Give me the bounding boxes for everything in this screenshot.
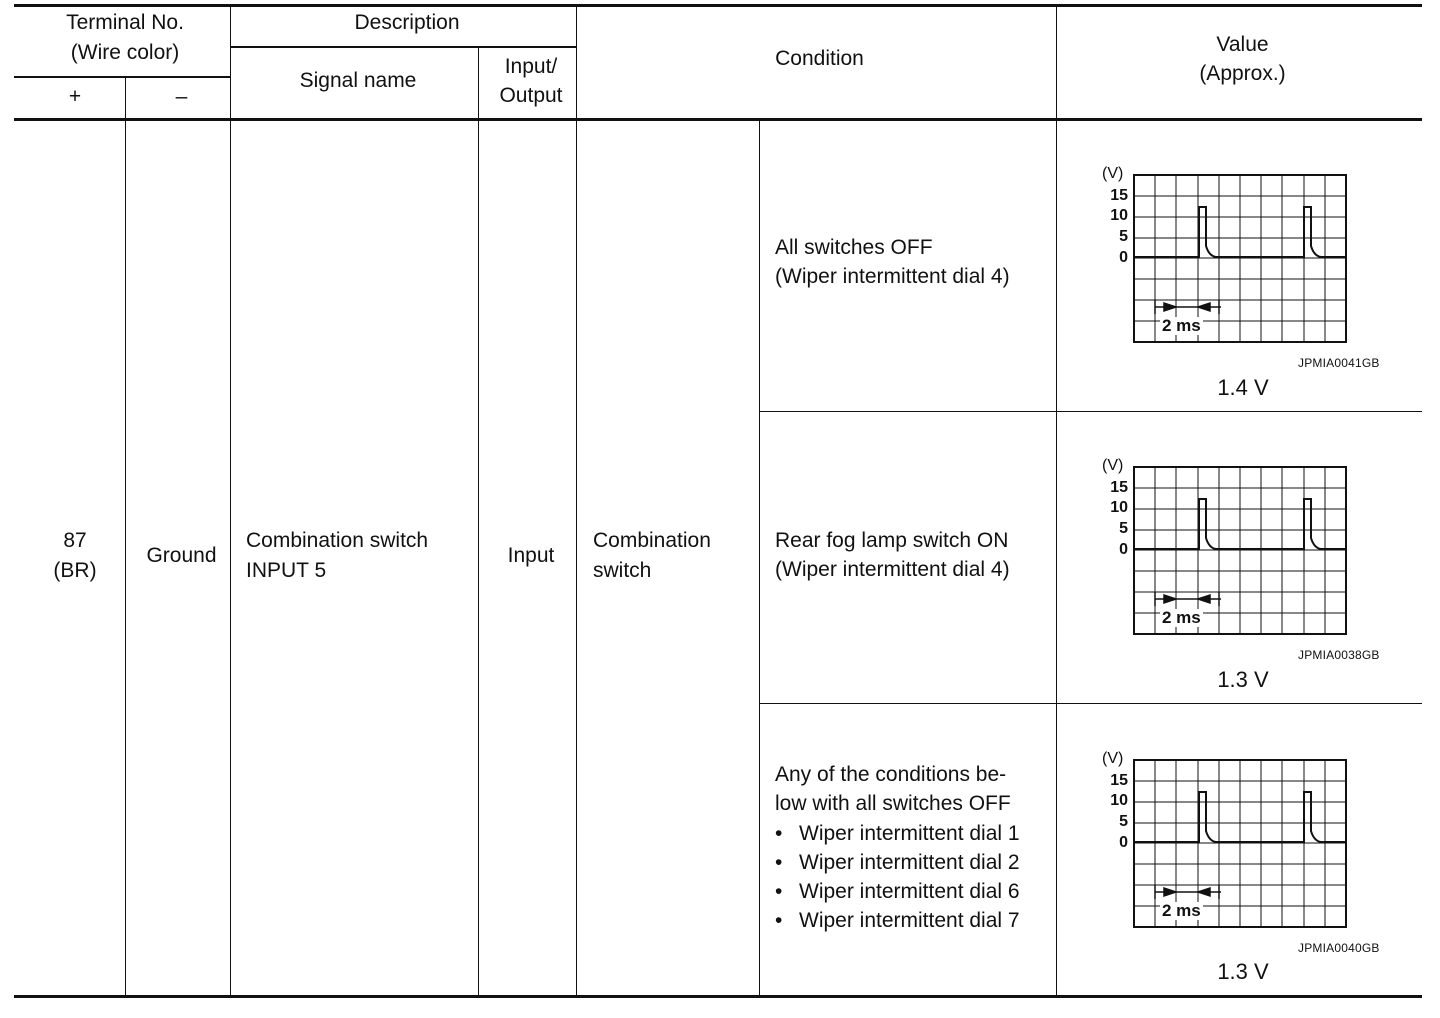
header-minus: – [175, 85, 188, 108]
scope-time-arrows [1155, 592, 1221, 606]
scope-tick-10: 10 [1110, 499, 1128, 516]
oscilloscope-1 [1098, 160, 1398, 375]
scope-tick-5: 5 [1119, 813, 1128, 830]
header-bottom-rule [14, 118, 1422, 121]
subrow-2-condition-line1: Rear fog lamp switch ON [775, 529, 1009, 552]
col-divider-condition-inner [759, 120, 760, 996]
subrow-divider-2 [759, 703, 1422, 704]
col-divider-signal-io [478, 47, 479, 996]
signal-name-line1: Combination switch [246, 529, 429, 552]
scope-tick-10: 10 [1110, 792, 1128, 809]
scope-tick-0: 0 [1119, 249, 1128, 266]
header-description: Description [354, 11, 460, 34]
col-divider-condition-value [1056, 5, 1057, 996]
subrow-divider-1 [759, 411, 1422, 412]
description-divider [231, 46, 577, 48]
subrow-3-condition-line1: Any of the conditions be- [775, 763, 1007, 786]
bullet-glyph: • [775, 822, 783, 845]
scope-tick-15: 15 [1110, 479, 1128, 496]
scope-time-arrows [1155, 300, 1221, 314]
scope-figure-code: JPMIA0038GB [1298, 648, 1380, 662]
subrow-3-bullet-2 [775, 848, 1020, 877]
signal-name-line2: INPUT 5 [246, 559, 327, 582]
header-terminal-no: Terminal No. [66, 11, 184, 34]
oscilloscope-2 [1098, 452, 1398, 667]
scope-grid [1098, 452, 1398, 667]
scope-tick-15: 15 [1110, 187, 1128, 204]
subrow-2-value: 1.3 V [1217, 667, 1269, 692]
header-wire-color: (Wire color) [70, 41, 180, 64]
bullet-glyph: • [775, 880, 783, 903]
col-divider-io-condition [576, 5, 577, 996]
scope-grid [1098, 160, 1398, 375]
scope-tick-5: 5 [1119, 228, 1128, 245]
scope-figure-code: JPMIA0040GB [1298, 941, 1380, 955]
terminal-wire-color: (BR) [53, 559, 97, 582]
scope-grid [1098, 745, 1398, 960]
scope-unit-label: (V) [1102, 750, 1124, 767]
subrow-3-value: 1.3 V [1217, 959, 1269, 984]
scope-tick-5: 5 [1119, 520, 1128, 537]
table-top-rule [14, 4, 1422, 7]
scope-time-label: 2 ms [1162, 901, 1201, 920]
terminal-number: 87 [63, 529, 87, 552]
bullet-glyph: • [775, 909, 783, 932]
scope-unit-label: (V) [1102, 457, 1124, 474]
scope-unit-label: (V) [1102, 165, 1124, 182]
header-output: Output [499, 84, 563, 107]
scope-tick-15: 15 [1110, 772, 1128, 789]
header-input: Input/ [504, 55, 558, 78]
header-plus: + [68, 85, 82, 108]
ground-label: Ground [146, 544, 217, 567]
condition-line2: switch [593, 559, 652, 582]
col-divider-minus-signal [230, 5, 231, 996]
subrow-3-bullet-1 [775, 819, 1020, 848]
subrow-2-condition-line2: (Wiper intermittent dial 4) [775, 558, 1010, 581]
condition-line1: Combination [593, 529, 711, 552]
subrow-3-bullet-4 [775, 906, 1020, 935]
header-signal-name: Signal name [299, 69, 417, 92]
scope-tick-0: 0 [1119, 541, 1128, 558]
scope-time-label: 2 ms [1162, 316, 1201, 335]
table-bottom-rule [14, 995, 1422, 998]
terminal-divider [14, 76, 231, 78]
scope-tick-10: 10 [1110, 207, 1128, 224]
scope-time-label: 2 ms [1162, 608, 1201, 627]
oscilloscope-3 [1098, 745, 1398, 960]
header-condition: Condition [775, 47, 864, 70]
subrow-1-value: 1.4 V [1217, 375, 1269, 400]
bullet-text: Wiper intermittent dial 2 [799, 851, 1020, 874]
header-value: Value [1216, 33, 1269, 56]
subrow-3-bullet-3 [775, 877, 1020, 906]
header-approx: (Approx.) [1199, 62, 1286, 85]
subrow-3-condition-line2: low with all switches OFF [775, 792, 1011, 815]
scope-time-arrows [1155, 885, 1221, 899]
subrow-1-condition-line2: (Wiper intermittent dial 4) [775, 265, 1010, 288]
subrow-1-condition-line1: All switches OFF [775, 236, 933, 259]
scope-tick-0: 0 [1119, 834, 1128, 851]
scope-figure-code: JPMIA0041GB [1298, 356, 1380, 370]
io-value: Input [507, 544, 555, 567]
bullet-text: Wiper intermittent dial 1 [799, 822, 1020, 845]
bullet-glyph: • [775, 851, 783, 874]
bullet-text: Wiper intermittent dial 7 [799, 909, 1020, 932]
bullet-text: Wiper intermittent dial 6 [799, 880, 1020, 903]
